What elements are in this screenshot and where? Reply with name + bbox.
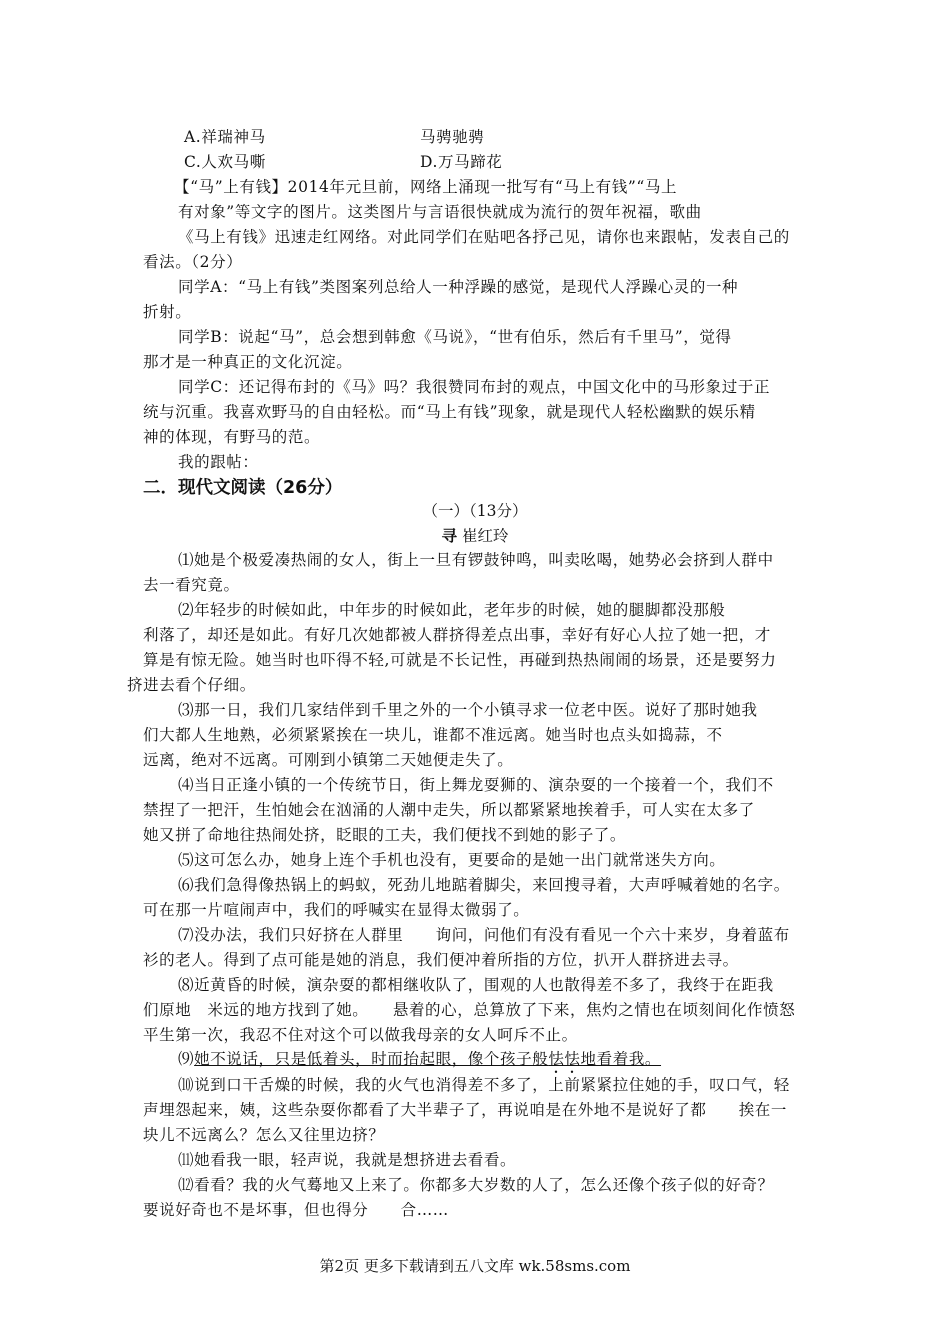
paragraph-line: ⑴她是个极爱凑热闹的女人，街上一旦有锣鼓钟鸣，叫卖吆喝，她势必会挤到人群中 [178, 551, 774, 569]
paragraph-line: 可在那一片喧闹声中，我们的呼喊实在显得太微弱了。 [143, 901, 530, 919]
paragraph-line: 衫的老人。得到了点可能是她的消息，我们便冲着所指的方位，扒开人群挤进去寻。 [143, 951, 739, 969]
paragraph-line: 声埋怨起来，姨，这些杂耍你都看了大半辈子了，再说咱是在外地不是说好了都 挨在一 [143, 1101, 788, 1119]
paragraph-line: 禁捏了一把汗，生怕她会在汹涌的人潮中走失，所以都紧紧地挨着手，可人实在太多了 [143, 801, 755, 819]
underlined-text: 地看着我。 [580, 1050, 662, 1068]
paragraph-line: ⑾她看我一眼，轻声说，我就是想挤进去看看。 [178, 1151, 517, 1169]
story-heading [0, 526, 950, 546]
comment-a: 同学A：“马上有钱”类图案列总给人一种浮躁的感觉，是现代人浮躁心灵的一种 [178, 278, 739, 296]
paragraph-line: ⑽说到口干舌燥的时候，我的火气也消得差不多了，上前紧紧拉住她的手，叹口气，轻 [178, 1076, 790, 1094]
emphasized-word: 怯怯 [548, 1050, 581, 1068]
reply-label: 我的跟帖： [178, 453, 259, 471]
paragraph-line: 要说好奇也不是坏事，但也得分 合…… [143, 1201, 449, 1219]
paragraph-number: ⑼ [178, 1050, 195, 1068]
page-footer: 第2页 更多下载请到五八文库 wk.58sms.com [319, 1257, 631, 1275]
paragraph-line: ⑵年轻步的时候如此，中年步的时候如此，老年步的时候，她的腿脚都没那般 [178, 601, 726, 619]
comment-c: 同学C：还记得布封的《马》吗？我很赞同布封的观点，中国文化中的马形象过于正 [178, 378, 771, 396]
option-a: A.祥瑞神马 [184, 128, 266, 146]
paragraph-line: 远离，绝对不远离。可刚到小镇第二天她便走失了。 [143, 751, 514, 769]
underlined-sentence [194, 1050, 661, 1068]
paragraph-line: 去一看究竟。 [143, 576, 240, 594]
comment-c: 神的体现，有野马的范。 [143, 428, 321, 446]
paragraph-line: 平生第一次，我忍不住对这个可以做我母亲的女人呵斥不止。 [143, 1026, 578, 1044]
comment-b: 同学B：说起“马”，总会想到韩愈《马说》，“世有伯乐，然后有千里马”，觉得 [178, 328, 732, 346]
topic-line: 有对象”等文字的图片。这类图片与言语很快就成为流行的贺年祝福，歌曲 [178, 203, 702, 221]
paragraph-line: 挤进去看个仔细。 [127, 676, 256, 694]
option-d: D.万马蹄花 [420, 153, 503, 171]
story-title: 寻 [441, 526, 458, 545]
section-title: 二．现代文阅读（26分） [143, 478, 343, 498]
comment-b: 那才是一种真正的文化沉淀。 [143, 353, 353, 371]
topic-line: 《马上有钱》迅速走红网络。对此同学们在贴吧各抒己见，请你也来跟帖，发表自己的 [178, 228, 790, 246]
paragraph-line: 利落了，却还是如此。有好几次她都被人群挤得差点出事，幸好有好心人拉了她一把，才 [143, 626, 771, 644]
part-heading: （一）（13分） [422, 502, 528, 520]
paragraph-line: 们大都人生地熟，必须紧紧挨在一块儿，谁都不准远离。她当时也点头如捣蒜，不 [143, 726, 723, 744]
paragraph-line: ⑺没办法，我们只好挤在人群里 询问，问他们有没有看见一个六十来岁，身着蓝布 [178, 926, 790, 944]
comment-c: 统与沉重。我喜欢野马的自由轻松。而“马上有钱”现象，就是现代人轻松幽默的娱乐精 [143, 403, 756, 421]
paragraph-line: ⑶那一日，我们几家结伴到千里之外的一个小镇寻求一位老中医。说好了那时她我 [178, 701, 758, 719]
paragraph-line: ⑹我们急得像热锅上的蚂蚁，死劲儿地踮着脚尖，来回搜寻着，大声呼喊着她的名字。 [178, 876, 790, 894]
paragraph-line: 块儿不远离么？怎么又往里边挤？ [143, 1126, 385, 1144]
story-author: 崔红玲 [461, 527, 509, 545]
paragraph-9 [178, 1049, 661, 1077]
paragraph-line: ⑿看看？我的火气蓦地又上来了。你都多大岁数的人了，怎么还像个孩子似的好奇？ [178, 1176, 774, 1194]
topic-line: 看法。（2分） [143, 253, 243, 271]
paragraph-line: ⑻近黄昏的时候，演杂耍的都相继收队了，围观的人也散得差不多了，我终于在距我 [178, 976, 774, 994]
topic-line: 【“马”上有钱】2014年元旦前，网络上涌现一批写有“马上有钱”“马上 [174, 178, 678, 196]
option-b: 马骋驰骋 [420, 128, 485, 146]
paragraph-line: ⑷当日正逢小镇的一个传统节日，街上舞龙耍狮的、演杂耍的一个接着一个，我们不 [178, 776, 774, 794]
option-c: C.人欢马嘶 [184, 153, 266, 171]
paragraph-line: 们原地 米远的地方找到了她。 悬着的心，总算放了下来，焦灼之情也在顷刻间化作愤怒 [143, 1001, 796, 1019]
paragraph-line: ⑸这可怎么办，她身上连个手机也没有，更要命的是她一出门就常迷失方向。 [178, 851, 726, 869]
paragraph-line: 她又拼了命地往热闹处挤，眨眼的工夫，我们便找不到她的影子了。 [143, 826, 627, 844]
paragraph-line: 算是有惊无险。她当时也吓得不轻,可就是不长记性，再碰到热热闹闹的场景，还是要努力 [143, 651, 777, 669]
underlined-text: 她不说话，只是低着头，时而抬起眼，像个孩子般 [194, 1050, 549, 1068]
comment-a: 折射。 [143, 303, 192, 321]
